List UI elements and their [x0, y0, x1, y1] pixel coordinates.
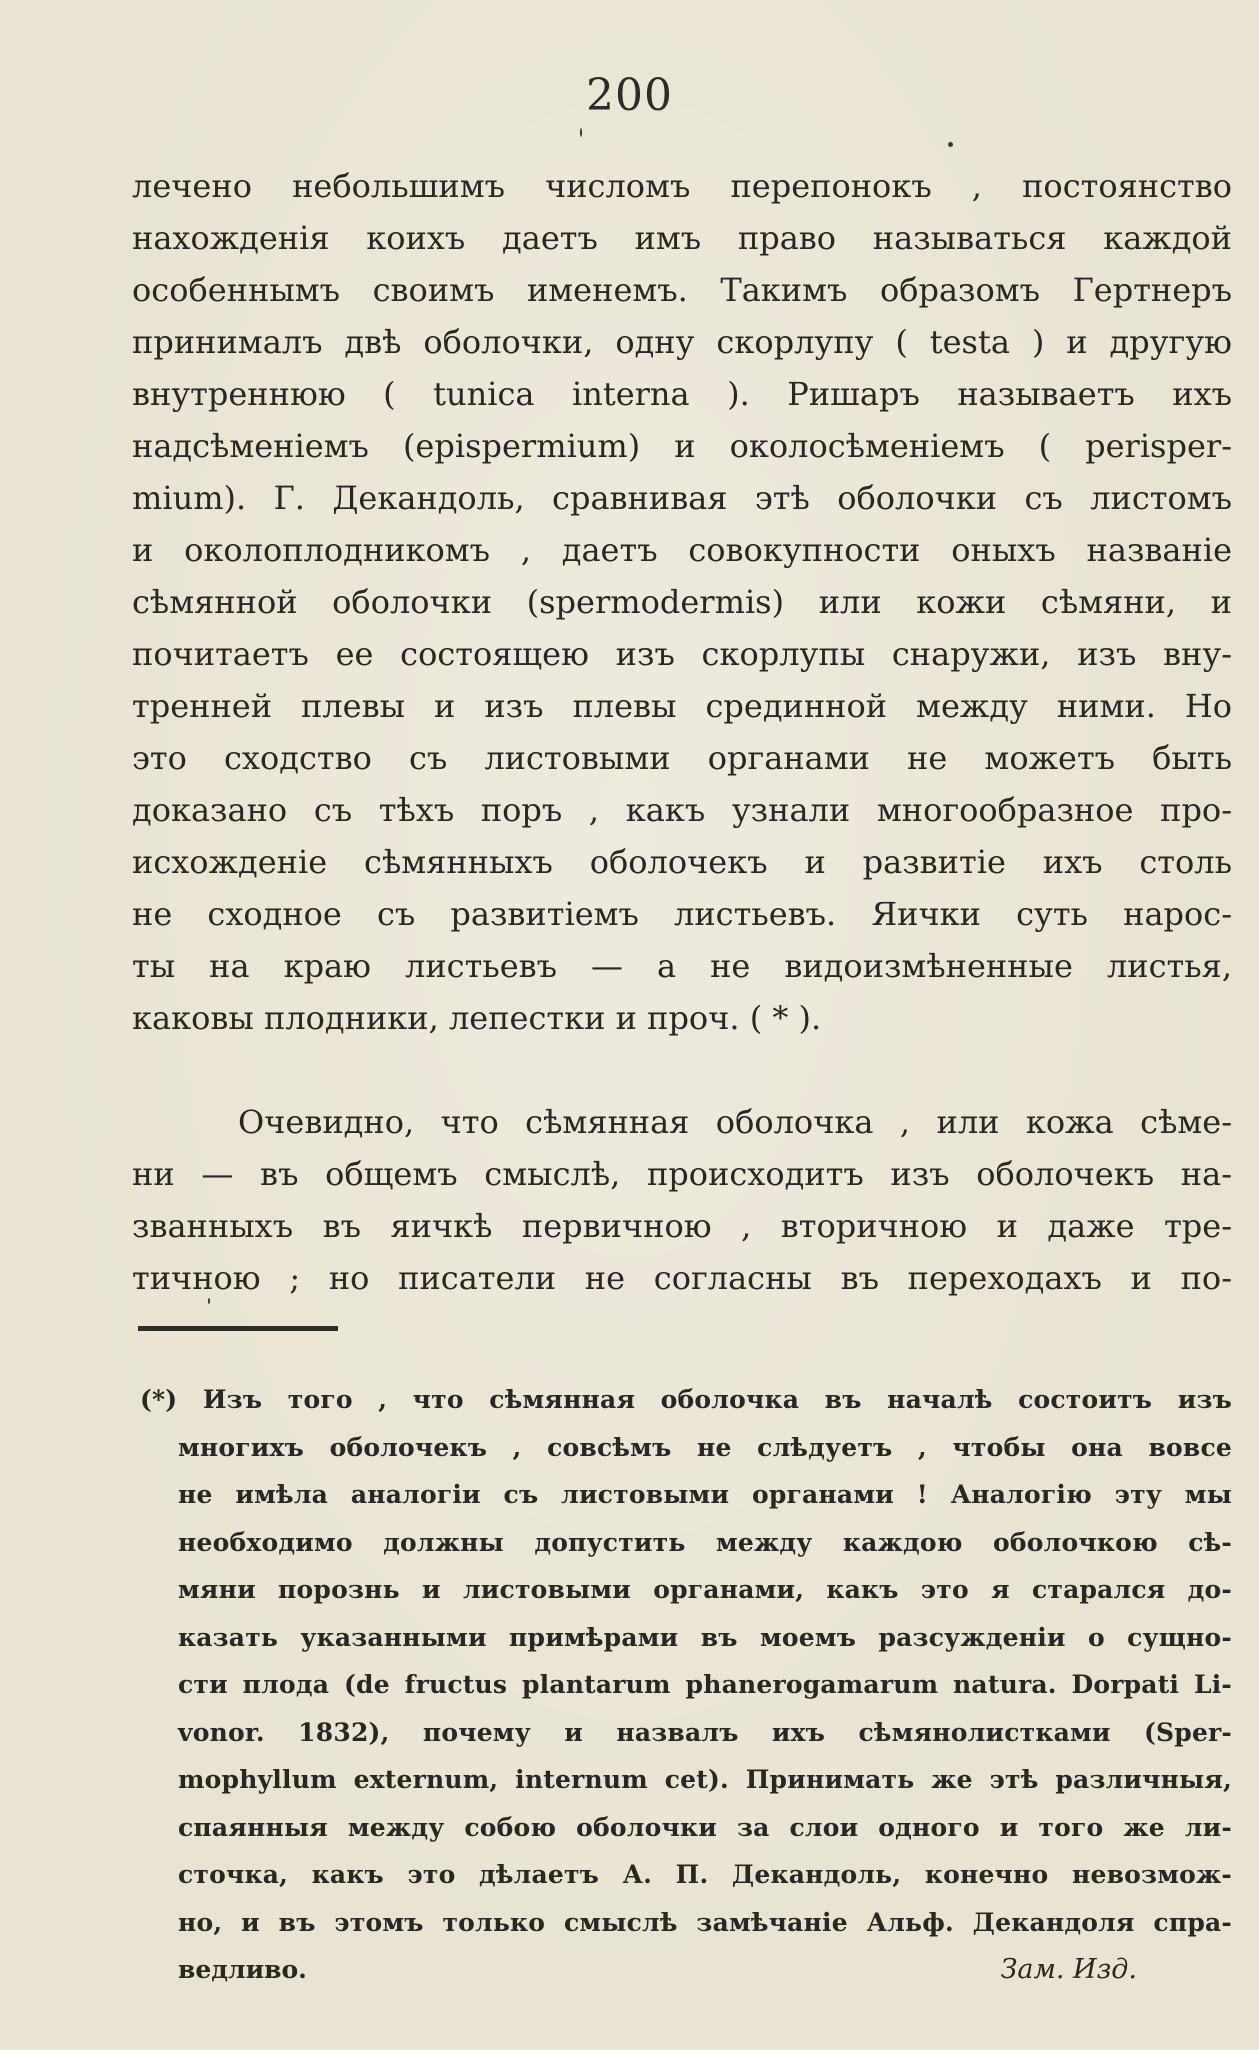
- footnote-line: mophyllum externum, internum cet). Принимать же этѣ различныя,: [178, 1765, 1232, 1794]
- text-line: принималъ двѣ оболочки, одну скорлупу ( testa ) и другую: [132, 323, 1232, 361]
- paper-speck: [948, 142, 953, 147]
- footnote-line: казать указанными примѣрами въ моемъ разсужденіи о сущно-: [178, 1622, 1232, 1652]
- footnote: [140, 1376, 1232, 1994]
- footnote-line: сти плода (de fructus plantarum phanerogamarum natura. Dorpati Li-: [178, 1670, 1232, 1699]
- footnote-line: мяни порознь и листовыми органами, какъ это я старался до-: [178, 1575, 1232, 1604]
- text-line: каковы плодники, лепестки и проч. ( * ).: [132, 999, 822, 1037]
- footnote-line: спаянныя между собою оболочки за слои одного и того же ли-: [178, 1812, 1232, 1842]
- main-text: [132, 160, 1232, 1304]
- footnote-line: но, и въ этомъ только смыслѣ замѣчаніе Альф. Декандоля спра-: [178, 1907, 1232, 1937]
- text-line: почитаетъ ее состоящею изъ скорлупы снаружи, изъ вну-: [132, 635, 1232, 673]
- text-line: нахожденія коихъ даетъ имъ право называться каждой: [132, 219, 1232, 257]
- paragraph-gap: [132, 1044, 1232, 1096]
- text-line: не сходное съ развитіемъ листьевъ. Яички суть нарос-: [132, 895, 1232, 933]
- text-line: mium). Г. Декандоль, сравнивая этѣ оболочки съ листомъ: [132, 479, 1232, 517]
- paper-speck: [208, 1298, 210, 1304]
- text-line: лечено небольшимъ числомъ перепонокъ , постоянство: [132, 167, 1232, 205]
- text-line: Очевидно, что сѣмянная оболочка , или кожа сѣме-: [238, 1103, 1232, 1141]
- text-line: особеннымъ своимъ именемъ. Такимъ образомъ Гертнеръ: [132, 271, 1232, 309]
- footnote-line: сточка, какъ это дѣлаетъ А. П. Декандоль, конечно невозмож-: [178, 1860, 1232, 1889]
- footnote-line: необходимо должны допустить между каждою оболочкою сѣ-: [178, 1527, 1232, 1557]
- footnote-signature: Зам. Изд.: [1000, 1954, 1137, 1985]
- text-line: сѣмянной оболочки (spermodermis) или кожи сѣмяни, и: [132, 583, 1232, 621]
- text-line: исхожденіе сѣмянныхъ оболочекъ и развитіе ихъ столь: [132, 843, 1232, 881]
- text-line: тичною ; но писатели не согласны въ переходахъ и по-: [132, 1259, 1232, 1297]
- paper-speck: [580, 128, 582, 137]
- page-number: 200: [586, 70, 673, 121]
- text-line: ты на краю листьевъ — а не видоизмѣненные листья,: [132, 947, 1232, 985]
- footnote-line: ведливо.: [178, 1955, 307, 1984]
- footnote-line: (*) Изъ того , что сѣмянная оболочка въ началѣ состоитъ изъ: [140, 1385, 1232, 1414]
- footnote-line: многихъ оболочекъ , совсѣмъ не слѣдуетъ , чтобы она вовсе: [178, 1432, 1232, 1462]
- footnote-line: vonor. 1832), почему и назвалъ ихъ сѣмянолистками (Sper-: [178, 1717, 1232, 1747]
- text-line: ни — въ общемъ смыслѣ, происходитъ изъ оболочекъ на-: [132, 1155, 1232, 1193]
- text-line: званныхъ въ яичкѣ первичною , вторичною и даже тре-: [132, 1207, 1232, 1245]
- text-line: тренней плевы и изъ плевы срединной между ними. Но: [132, 687, 1232, 725]
- footnote-line: не имѣла аналогіи съ листовыми органами ! Аналогію эту мы: [178, 1480, 1232, 1509]
- footnote-last-line: [140, 1946, 1232, 1994]
- text-line: и околоплодникомъ , даетъ совокупности оныхъ названіе: [132, 531, 1232, 569]
- text-line: доказано съ тѣхъ поръ , какъ узнали многообразное про-: [132, 791, 1232, 829]
- footnote-separator: [138, 1326, 338, 1331]
- text-line: это сходство съ листовыми органами не можетъ быть: [132, 739, 1232, 777]
- text-line: надсѣменіемъ (epispermium) и околосѣменіемъ ( perisper-: [132, 427, 1232, 465]
- text-line: внутреннюю ( tunica interna ). Ришаръ называетъ ихъ: [132, 375, 1232, 413]
